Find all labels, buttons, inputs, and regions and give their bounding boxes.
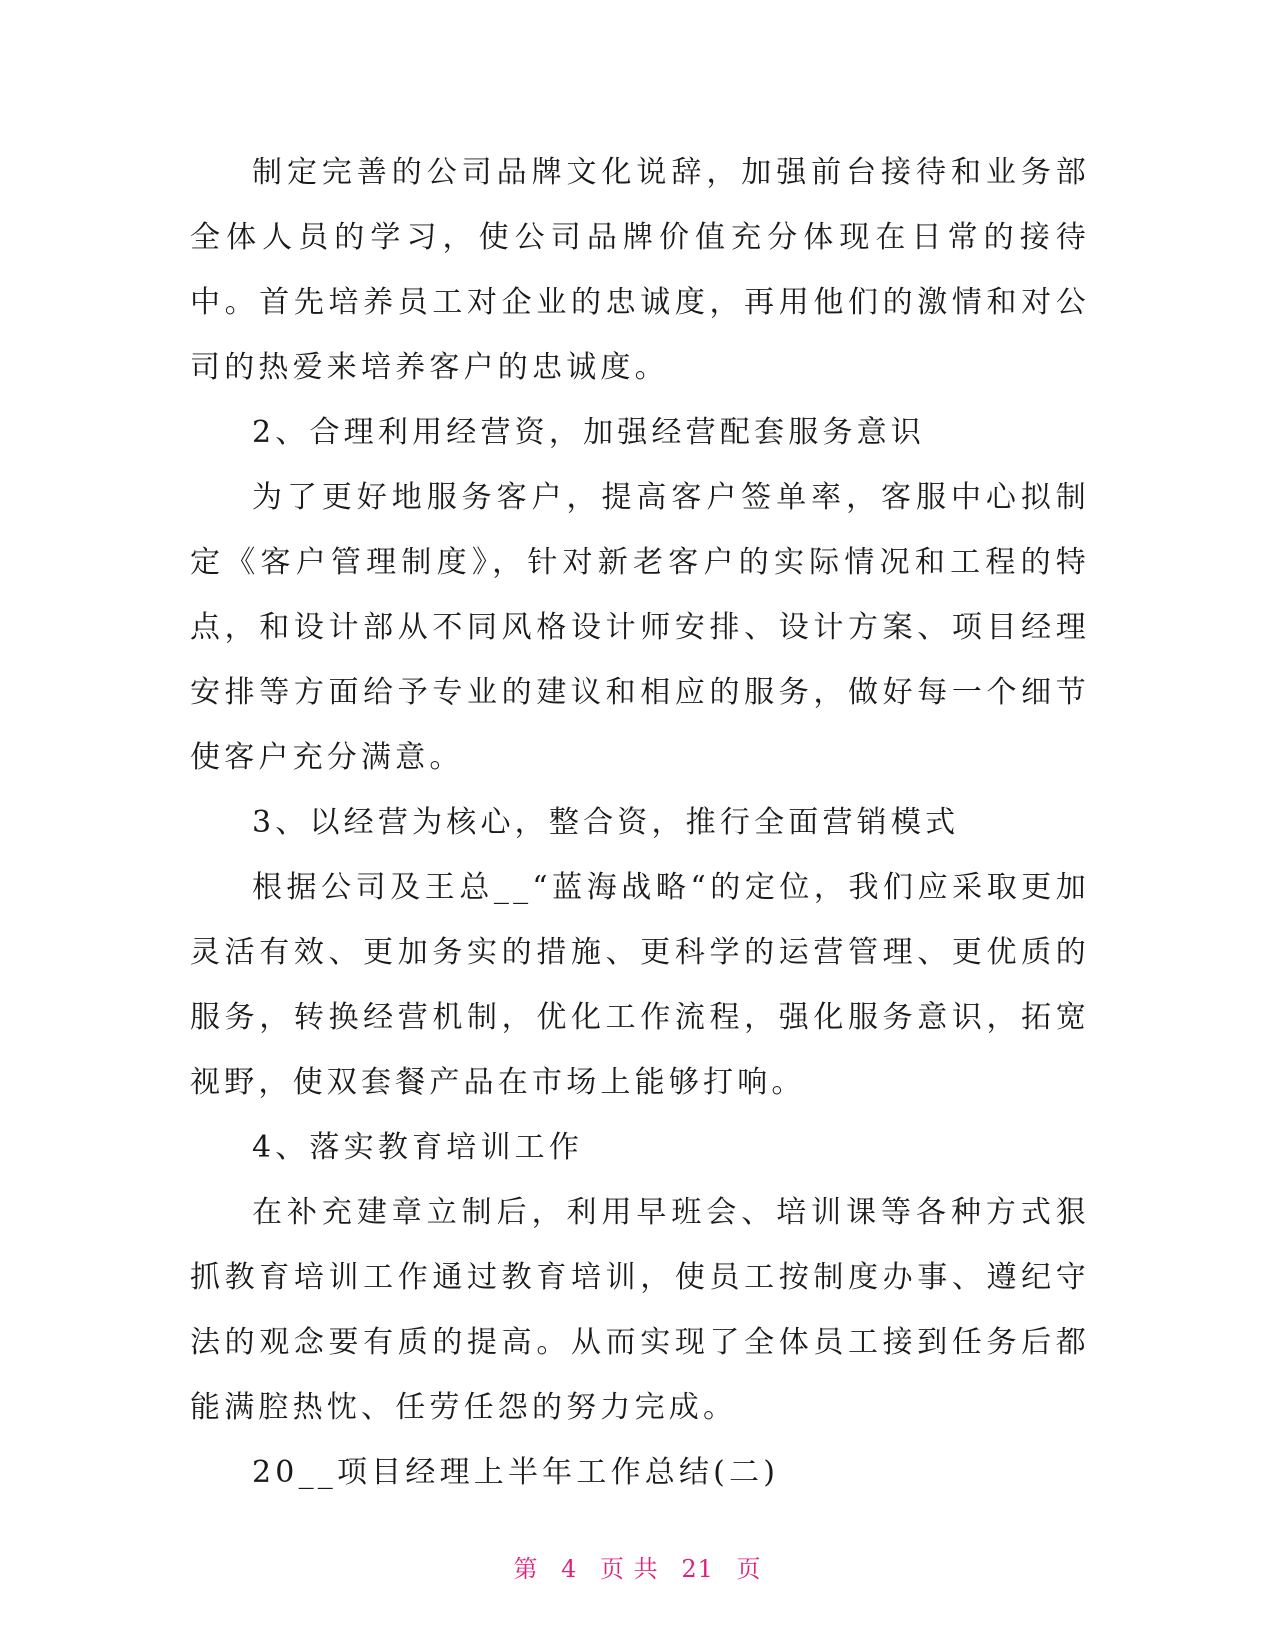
- page-footer: [0, 1549, 1275, 1584]
- heading-item-3: 3、以经营为核心，整合资，推行全面营销模式: [252, 805, 960, 840]
- paragraph-blue-ocean-strategy: 根据公司及王总__“蓝海战略“的定位，我们应采取更加灵活有效、更加务实的措施、更科学的运营管理、更优质的服务，转换经营机制，优化工作流程，强化服务意识，拓宽视野，使双套餐产品在市场上能够打响。: [190, 870, 1090, 1100]
- section-title: 20__项目经理上半年工作总结(二): [252, 1455, 780, 1490]
- paragraph-training: 在补充建章立制后，利用早班会、培训课等各种方式狠抓教育培训工作通过教育培训，使员工按制度办事、遵纪守法的观念要有质的提高。从而实现了全体员工接到任务后都能满腔热忱、任劳任怨的努力完成。: [190, 1195, 1090, 1425]
- body-text: [190, 140, 1090, 1505]
- footer-current-page: 4: [561, 1555, 578, 1583]
- footer-prefix: 第: [513, 1555, 539, 1583]
- footer-middle: 页 共: [600, 1555, 659, 1583]
- footer-suffix: 页: [736, 1555, 762, 1583]
- heading-item-2: 2、合理利用经营资，加强经营配套服务意识: [252, 415, 926, 450]
- paragraph-brand-culture: 制定完善的公司品牌文化说辞，加强前台接待和业务部全体人员的学习，使公司品牌价值充分体现在日常的接待中。首先培养员工对企业的忠诚度，再用他们的激情和对公司的热爱来培养客户的忠诚度。: [190, 155, 1090, 385]
- paragraph-customer-service: 为了更好地服务客户，提高客户签单率，客服中心拟制定《客户管理制度》，针对新老客户的实际情况和工程的特点，和设计部从不同风格设计师安排、设计方案、项目经理安排等方面给予专业的建议和相应的服务，做好每一个细节使客户充分满意。: [190, 480, 1090, 775]
- heading-item-4: 4、落实教育培训工作: [252, 1130, 584, 1165]
- footer-total-pages: 21: [681, 1555, 714, 1583]
